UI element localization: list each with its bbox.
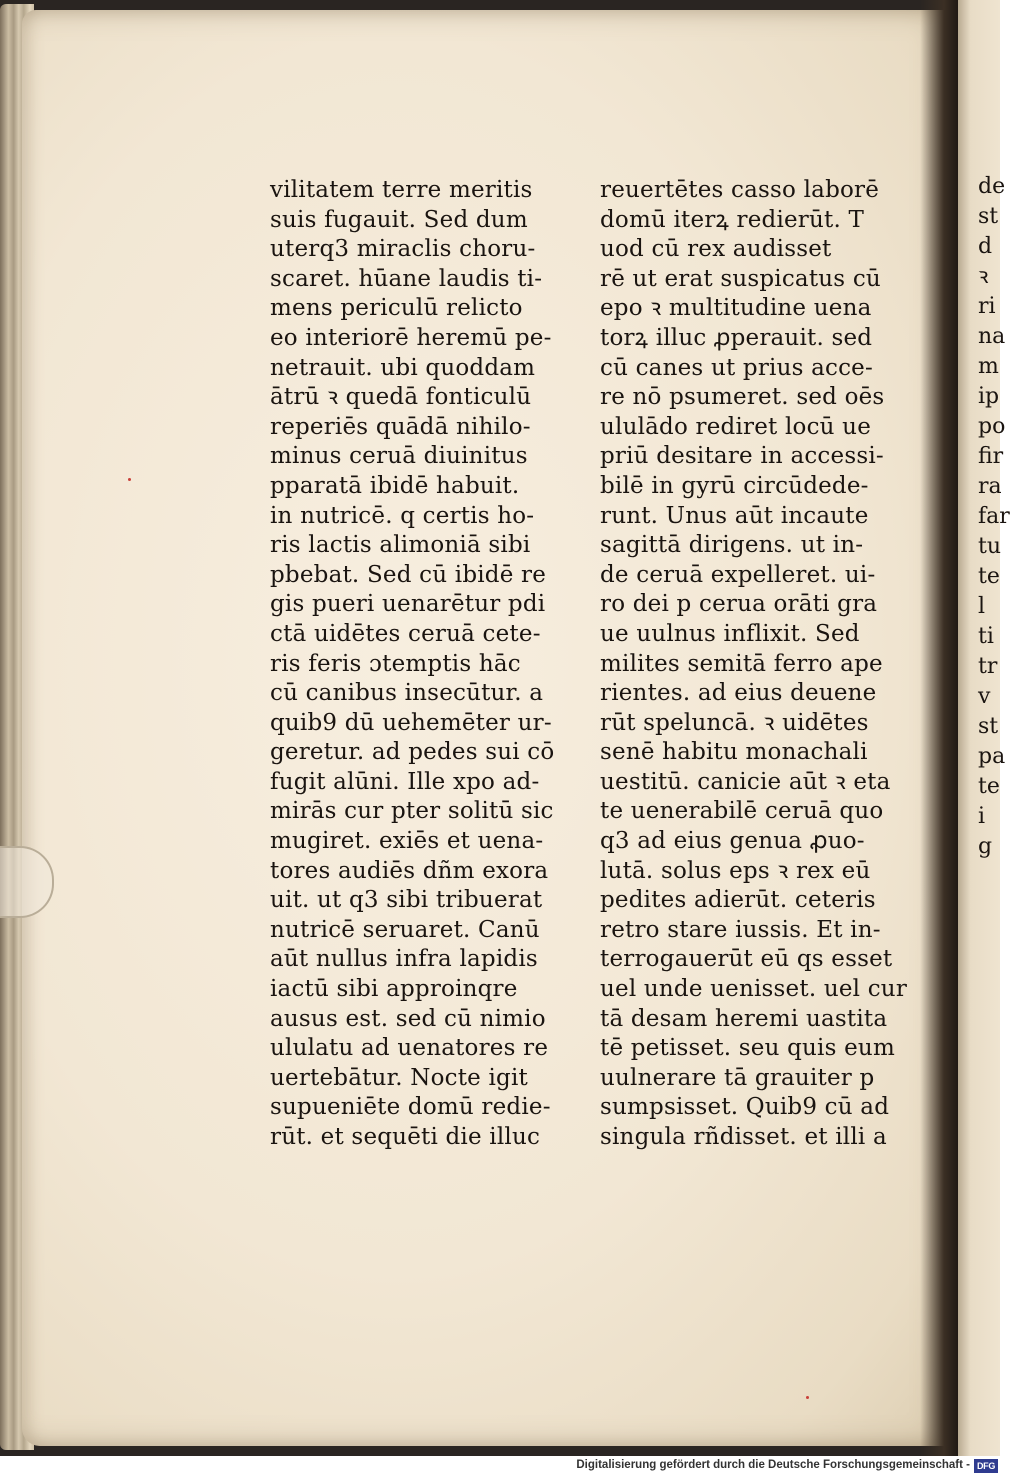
text-line: tā desam heremi uastita [600,1005,888,1032]
edge-text-fragment: po [978,414,1006,439]
edge-text-fragment: te [978,564,1000,589]
text-line: ro dei p cerua orāti gra [600,591,878,618]
text-line: de ceruā expelleret. ui- [600,561,876,588]
text-line: iactū sibi approinqre [270,976,518,1003]
text-line: retro stare iussis. Et in- [600,916,881,943]
edge-text-fragment: m [978,354,999,379]
footer-bar [0,1456,1000,1478]
text-line: bilē in gyrū circūdede- [600,472,869,499]
text-line: pbebat. Sed cū ibidē re [270,561,547,588]
text-line: terrogauerūt eū qs esset [600,946,893,973]
text-line: fugit alūni. Ille xpo ad- [270,768,540,795]
edge-text-fragment: i [978,804,986,829]
text-line: ctā uidētes ceruā cete- [270,620,541,647]
text-line: ausus est. sed cū nimio [270,1005,546,1032]
text-line: ris feris ɔtemptis hāc [270,650,521,677]
text-line: uulnerare tā grauiter p [600,1064,875,1091]
edge-text-fragment: ra [978,474,1002,499]
text-line: cū canibus insecūtur. a [270,680,544,707]
text-line: senē habitu monachali [600,739,868,766]
text-line: supueniēte domū redie- [270,1094,551,1121]
text-line: uit. ut q3 sibi tribuerat [270,887,543,914]
text-line: mens periculū relicto [270,295,523,322]
text-line: re nō psumeret. sed oēs [600,384,885,411]
text-line: ris lactis alimoniā sibi [270,532,531,559]
text-line: geretur. ad pedes sui cō [270,739,555,766]
edge-text-fragment: l [978,594,986,619]
text-line: priū desitare in accessi- [600,443,884,470]
text-line: aūt nullus infra lapidis [270,946,538,973]
edge-text-fragment: ꝛ [978,264,989,289]
text-line: domū iterꝝ redierūt. T [600,206,865,233]
text-line: lutā. solus eps ꝛ rex eū [600,857,871,884]
text-line: sagittā dirigens. ut in- [600,532,864,559]
ink-spot [128,478,131,481]
text-line: mirās cur pter solitū sic [270,798,554,825]
text-line: cū canes ut prius acce- [600,354,873,381]
text-line: vilitatem terre meritis [270,177,533,203]
text-line: sumpsisset. Quib9 cū ad [600,1094,890,1121]
text-line: scaret. hūane laudis ti- [270,265,543,292]
text-line: minus ceruā diuinitus [270,443,528,470]
text-line: torꝝ illuc ꝓperauit. sed [600,324,873,351]
text-line: pedites adierūt. ceteris [600,887,876,914]
text-line: ululādo rediret locū ue [600,413,872,440]
edge-text-fragment: v [978,684,991,709]
edge-text-fragment: far [978,504,1010,529]
footer-credit: Digitalisierung gefördert durch die Deutsche Forschungsgemeinschaft - [576,1459,970,1471]
text-line: milites semitā ferro ape [600,650,883,677]
edge-text-fragment: fir [978,444,1004,469]
text-line: rientes. ad eius deuene [600,680,877,707]
text-line: uestitū. canicie aūt ꝛ eta [600,768,891,795]
text-line: runt. Unus aūt incaute [600,502,869,529]
text-line: uod cū rex audisset [600,236,832,263]
text-line: gis pueri uenarētur pdi [270,591,546,618]
edge-text-fragment: na [978,324,1006,349]
text-line: te uenerabilē ceruā quo [600,798,884,825]
text-line: mugiret. exiēs et uena- [270,828,544,855]
edge-text-fragment: ti [978,624,994,649]
text-line: epo ꝛ multitudine uena [600,295,872,322]
edge-text-fragment: ip [978,384,1000,409]
edge-text-fragment: g [978,834,993,859]
text-line: rūt. et sequēti die illuc [270,1124,541,1150]
text-column-left [270,176,570,1153]
text-line: tē petisset. seu quis eum [600,1035,895,1062]
edge-text-fragment: pa [978,744,1006,769]
edge-text-fragment: tr [978,654,998,679]
edge-text-fragment: te [978,774,1000,799]
text-line: netrauit. ubi quoddam [270,354,536,381]
text-line: q3 ad eius genua ꝓuo- [600,828,865,855]
text-line: reuertētes casso laborē [600,177,880,203]
text-line: rūt speluncā. ꝛ uidētes [600,709,869,736]
text-line: singula rñdisset. et illi a [600,1124,887,1150]
text-line: nutricē seruaret. Canū [270,916,540,943]
ink-spot [806,1396,809,1399]
text-line: suis fugauit. Sed dum [270,206,528,233]
text-line: eo interiorē heremū pe- [270,324,552,351]
text-line: uertebātur. Nocte igit [270,1064,528,1091]
text-line: ululatu ad uenatores re [270,1035,549,1062]
dfg-logo-icon: DFG [974,1459,998,1473]
text-line: rē ut erat suspicatus cū [600,265,881,292]
text-line: ātrū ꝛ quedā fonticulū [270,384,532,411]
edge-text-fragment: st [978,204,999,229]
text-line: pparatā ibidē habuit. [270,472,520,499]
edge-text-fragment: de [978,174,1006,199]
edge-text-fragment: tu [978,534,1002,559]
text-column-right [600,176,908,1153]
edge-text-fragment: d [978,234,993,259]
text-line: ue uulnus inflixit. Sed [600,620,860,647]
text-line: quib9 dū uehemēter ur- [270,709,552,736]
text-line: uel unde uenisset. uel cur [600,976,908,1003]
text-column-edge [978,172,1010,862]
text-line: in nutricē. q certis ho- [270,502,535,529]
text-line: uterq3 miraclis choru- [270,236,536,263]
edge-text-fragment: st [978,714,999,739]
edge-text-fragment: ri [978,294,996,319]
text-line: tores audiēs dñm exora [270,857,549,884]
book-gutter [920,0,960,1456]
text-line: reperiēs quādā nihilo- [270,413,531,440]
